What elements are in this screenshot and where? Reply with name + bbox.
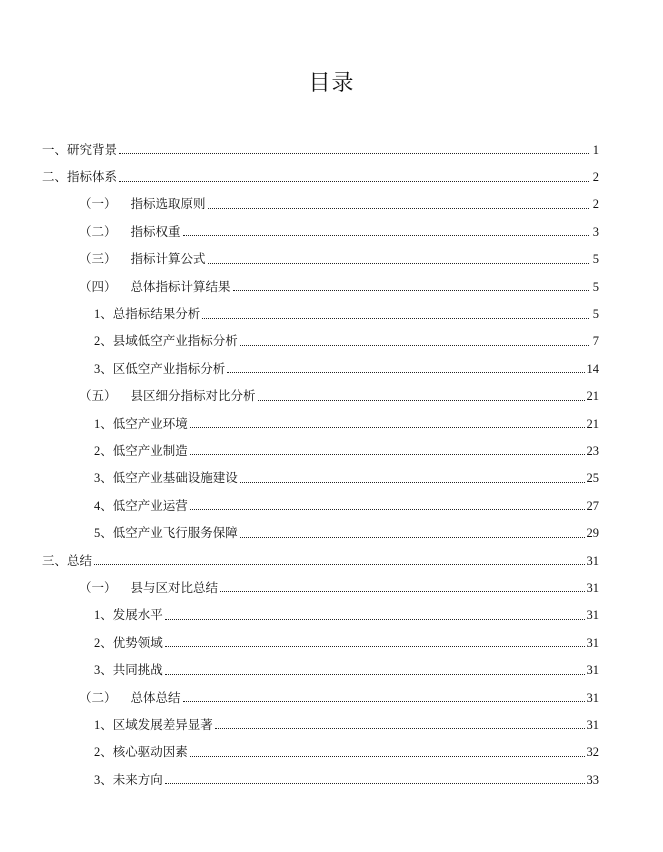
toc-label: [94, 607, 163, 623]
toc-prefix: 4、: [94, 498, 113, 513]
toc-page-number: 1: [592, 142, 599, 157]
toc-prefix: 3、: [94, 663, 113, 678]
toc-text: 核心驱动因素: [112, 744, 188, 760]
toc-page-number: 21: [586, 416, 599, 431]
dot-leader: [202, 318, 589, 319]
toc-label: [94, 772, 163, 788]
toc-entry-selection-principles[interactable]: [0, 191, 663, 218]
toc-label: [94, 306, 200, 322]
toc-entry-operations[interactable]: [0, 492, 663, 519]
toc-text: 共同挑战: [112, 662, 163, 678]
dot-leader: [190, 454, 585, 455]
toc-entry-development-level[interactable]: [0, 602, 663, 629]
toc-page-number: 32: [586, 745, 599, 760]
toc-text: 低空产业运营: [112, 497, 188, 513]
dot-leader: [119, 181, 589, 182]
toc-prefix: 1、: [94, 717, 113, 732]
dot-leader: [183, 701, 585, 702]
toc-label: [94, 333, 238, 349]
toc-text: 县域低空产业指标分析: [112, 333, 238, 349]
toc-page-number: 33: [586, 772, 599, 787]
toc-prefix: 一、: [42, 141, 68, 157]
toc-text: 总体总结: [130, 689, 181, 705]
toc-prefix: 1、: [94, 608, 113, 623]
toc-text: 发展水平: [112, 607, 163, 623]
dot-leader: [165, 619, 585, 620]
toc-entry-future-direction[interactable]: [0, 766, 663, 793]
toc-entry-core-drivers[interactable]: [0, 739, 663, 766]
dot-leader: [190, 756, 585, 757]
toc-label: [42, 142, 117, 158]
dot-leader: [208, 263, 589, 264]
toc-prefix: （四）: [79, 278, 117, 294]
dot-leader: [208, 208, 589, 209]
toc-prefix: （二）: [79, 689, 117, 705]
toc-page-number: 31: [586, 690, 599, 705]
toc-prefix: 1、: [94, 416, 113, 431]
toc-page-number: 2: [592, 197, 599, 212]
toc-entry-indicator-weights[interactable]: [0, 218, 663, 245]
toc-page-number: 31: [586, 635, 599, 650]
toc-label: [94, 744, 188, 760]
dot-leader: [165, 646, 585, 647]
toc-page-number: 23: [586, 443, 599, 458]
toc-text: 未来方向: [112, 771, 163, 787]
toc-text: 低空产业基础设施建设: [112, 470, 238, 486]
toc-prefix: 3、: [94, 361, 113, 376]
toc-prefix: 3、: [94, 772, 113, 787]
toc-label: [94, 416, 188, 432]
toc-entry-subindicator-comparison[interactable]: [0, 383, 663, 410]
toc-entry-advantage-areas[interactable]: [0, 629, 663, 656]
toc-label: [94, 443, 188, 459]
toc-prefix: 2、: [94, 334, 113, 349]
toc-text: 总指标结果分析: [112, 306, 201, 322]
toc-page-number: 31: [586, 580, 599, 595]
dot-leader: [190, 509, 585, 510]
toc-entry-county-analysis[interactable]: [0, 328, 663, 355]
toc-prefix: 2、: [94, 745, 113, 760]
toc-page-number: 31: [586, 553, 599, 568]
toc-text: 区低空产业指标分析: [112, 360, 226, 376]
toc-entry-county-district-summary[interactable]: [0, 574, 663, 601]
toc-label: [79, 251, 206, 267]
toc-label: [94, 717, 213, 733]
toc-entry-calculation-formula[interactable]: [0, 246, 663, 273]
table-of-contents: [0, 136, 663, 793]
toc-prefix: （五）: [79, 388, 117, 404]
dot-leader: [94, 564, 584, 565]
toc-label: [94, 470, 238, 486]
toc-label: [94, 525, 238, 541]
toc-label: [79, 388, 256, 404]
toc-text: 指标体系: [67, 169, 118, 185]
toc-entry-summary[interactable]: [0, 547, 663, 574]
toc-entry-overall-summary[interactable]: [0, 684, 663, 711]
toc-entry-industry-manufacturing[interactable]: [0, 437, 663, 464]
toc-prefix: （一）: [79, 579, 117, 595]
toc-prefix: （一）: [79, 196, 117, 212]
toc-prefix: 二、: [42, 169, 68, 185]
toc-label: [94, 662, 163, 678]
toc-entry-district-analysis[interactable]: [0, 355, 663, 382]
toc-label: [42, 169, 117, 185]
toc-entry-total-indicator-analysis[interactable]: [0, 300, 663, 327]
dot-leader: [240, 537, 585, 538]
toc-entry-infrastructure[interactable]: [0, 465, 663, 492]
dot-leader: [220, 591, 584, 592]
toc-page-number: 7: [592, 334, 599, 349]
toc-text: 县区细分指标对比分析: [130, 388, 256, 404]
toc-entry-indicator-system[interactable]: [0, 163, 663, 190]
toc-page-number: 31: [586, 608, 599, 623]
toc-label: [79, 279, 231, 295]
dot-leader: [119, 153, 589, 154]
dot-leader: [183, 235, 589, 236]
toc-page-number: 5: [592, 252, 599, 267]
toc-entry-research-background[interactable]: [0, 136, 663, 163]
toc-page-number: 5: [592, 307, 599, 322]
dot-leader: [165, 783, 585, 784]
toc-page-number: 14: [586, 361, 599, 376]
toc-label: [94, 635, 163, 651]
toc-prefix: 5、: [94, 526, 113, 541]
dot-leader: [240, 482, 585, 483]
toc-label: [79, 224, 181, 240]
toc-page-number: 5: [592, 279, 599, 294]
toc-page-number: 3: [592, 224, 599, 239]
toc-page-number: 2: [592, 170, 599, 185]
toc-page-number: 29: [586, 526, 599, 541]
toc-prefix: 2、: [94, 635, 113, 650]
toc-prefix: （二）: [79, 223, 117, 239]
dot-leader: [258, 400, 585, 401]
toc-text: 总结: [67, 552, 93, 568]
toc-text: 低空产业环境: [112, 415, 188, 431]
toc-text: 优势领域: [112, 634, 163, 650]
toc-prefix: 1、: [94, 307, 113, 322]
toc-page-number: 25: [586, 471, 599, 486]
toc-page-number: 31: [586, 663, 599, 678]
toc-label: [79, 580, 218, 596]
toc-label: [94, 498, 188, 514]
toc-page-number: 27: [586, 498, 599, 513]
toc-entry-common-challenges[interactable]: [0, 656, 663, 683]
dot-leader: [227, 372, 584, 373]
dot-leader: [190, 427, 585, 428]
toc-text: 区域发展差异显著: [112, 716, 213, 732]
page-title: 目录: [308, 71, 355, 96]
dot-leader: [215, 728, 585, 729]
toc-entry-flight-service[interactable]: [0, 519, 663, 546]
toc-entry-regional-differences[interactable]: [0, 711, 663, 738]
toc-label: [94, 361, 225, 377]
toc-text: 低空产业制造: [112, 442, 188, 458]
toc-text: 研究背景: [67, 141, 118, 157]
dot-leader: [233, 290, 589, 291]
dot-leader: [165, 674, 585, 675]
toc-label: [42, 553, 92, 569]
toc-text: 低空产业飞行服务保障: [112, 525, 238, 541]
toc-text: 县与区对比总结: [130, 579, 219, 595]
toc-entry-industry-environment[interactable]: [0, 410, 663, 437]
toc-text: 指标计算公式: [130, 251, 206, 267]
toc-text: 总体指标计算结果: [130, 278, 231, 294]
toc-text: 指标权重: [130, 223, 181, 239]
toc-prefix: 2、: [94, 443, 113, 458]
toc-entry-overall-results[interactable]: [0, 273, 663, 300]
toc-page-number: 21: [586, 389, 599, 404]
toc-label: [79, 690, 181, 706]
toc-prefix: 3、: [94, 471, 113, 486]
dot-leader: [240, 345, 589, 346]
toc-prefix: 三、: [42, 552, 68, 568]
toc-label: [79, 196, 206, 212]
toc-page-number: 31: [586, 717, 599, 732]
toc-text: 指标选取原则: [130, 196, 206, 212]
toc-prefix: （三）: [79, 251, 117, 267]
